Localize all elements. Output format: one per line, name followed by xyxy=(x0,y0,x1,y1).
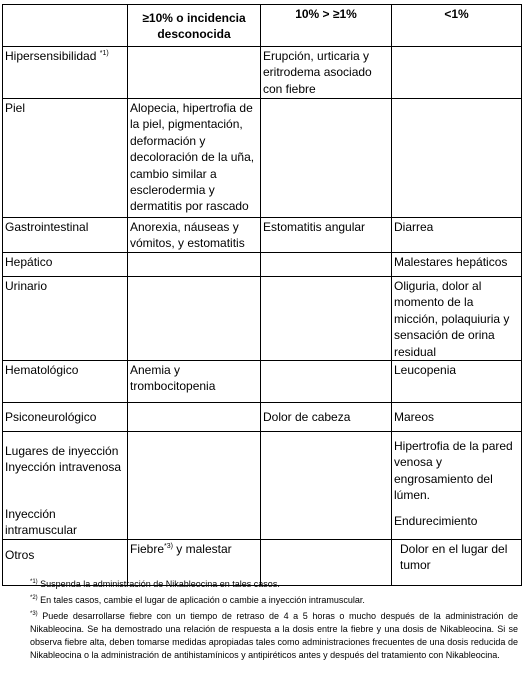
cell-rare: Leucopenia xyxy=(392,361,522,403)
cell-common: Erupción, urticaria y eritrodema asociado con fiebre xyxy=(261,47,392,99)
cell-common xyxy=(261,432,392,540)
category-cell: Piel xyxy=(3,99,128,218)
cell-rare xyxy=(392,47,522,99)
cell-common xyxy=(261,253,392,277)
table-row xyxy=(3,218,522,253)
table-row xyxy=(3,99,522,218)
table-row xyxy=(3,47,522,99)
cell-common: Dolor de cabeza xyxy=(261,403,392,432)
header-category xyxy=(3,5,128,47)
category-cell: Psiconeurológico xyxy=(3,403,128,432)
cell-common xyxy=(261,277,392,361)
cell-frequent: Fiebre$^{*3)}$ y malestar xyxy=(128,539,261,585)
footnote: $^{*1)}$ Suspenda la administración de Nikableocina en tales casos. xyxy=(30,579,280,589)
category-cell: Otros xyxy=(3,539,128,585)
category-cell: Lugares de inyección Inyección intravenosa Inyección intramuscular xyxy=(3,432,128,540)
footnotes xyxy=(30,578,518,665)
cell-common: Estomatitis angular xyxy=(261,218,392,253)
footnote-ref: *1) xyxy=(99,50,109,57)
cell-rare xyxy=(392,99,522,218)
cell-rare: Mareos xyxy=(392,403,522,432)
footnote: $^{*2)}$ En tales casos, cambie el lugar de aplicación o cambie a inyección intramuscular. xyxy=(30,595,365,605)
cell-frequent xyxy=(128,277,261,361)
table-row xyxy=(3,253,522,277)
cell-rare: Diarrea xyxy=(392,218,522,253)
footnote: $^{*3)}$ Puede desarrollarse fiebre con un tiempo de retraso de 4 a 5 horas o mucho después de la administración de Nikableocina. Se ha demostrado una relación de respuesta a la dosis entre la fiebre y una dosis de Nikableocina. Si se observa fiebre alta, deben tomarse medidas apropiadas tales como administraciones frecuentes de una dosis reducida de Nikableocina o la administración de antihistamínicos y antipiréticos antes y después del tratamiento con Nikableocina. xyxy=(30,611,518,660)
category-cell: Gastrointestinal xyxy=(3,218,128,253)
cell-rare: Malestares hepáticos xyxy=(392,253,522,277)
cell-frequent: Anemia y trombocitopenia xyxy=(128,361,261,403)
category-cell: Hepático xyxy=(3,253,128,277)
table-row xyxy=(3,432,522,540)
footnote-ref: *3) xyxy=(164,542,173,550)
cell-rare: Oliguria, dolor al momento de la micción, polaquiuria y sensación de orina residual xyxy=(392,277,522,361)
cell-frequent: Anorexia, náuseas y vómitos, y estomatitis xyxy=(128,218,261,253)
category-cell: Urinario xyxy=(3,277,128,361)
cell-common xyxy=(261,361,392,403)
table-row xyxy=(3,277,522,361)
header-row xyxy=(3,5,522,47)
table-row xyxy=(3,403,522,432)
cell-rare: Dolor en el lugar del tumor xyxy=(392,539,522,585)
cell-frequent xyxy=(128,253,261,277)
header-common: 10% > ≥1% xyxy=(261,5,392,47)
cell-common xyxy=(261,99,392,218)
table-row xyxy=(3,361,522,403)
adverse-reactions-table xyxy=(2,4,522,586)
cell-frequent xyxy=(128,403,261,432)
cell-frequent xyxy=(128,47,261,99)
cell-frequent: Alopecia, hipertrofia de la piel, pigmentación, deformación y decoloración de la uña, cambio similar a esclerodermia y dermatitis por rascado xyxy=(128,99,261,218)
header-rare: <1% xyxy=(392,5,522,47)
cell-frequent xyxy=(128,432,261,540)
category-cell: Hipersensibilidad $^{*1)}$ xyxy=(3,47,128,99)
category-cell: Hematológico xyxy=(3,361,128,403)
cell-rare: Hipertrofia de la pared venosa y engrosamiento del lúmen. Endurecimiento xyxy=(392,432,522,540)
header-frequent: ≥10% o incidencia desconocida xyxy=(128,5,261,47)
